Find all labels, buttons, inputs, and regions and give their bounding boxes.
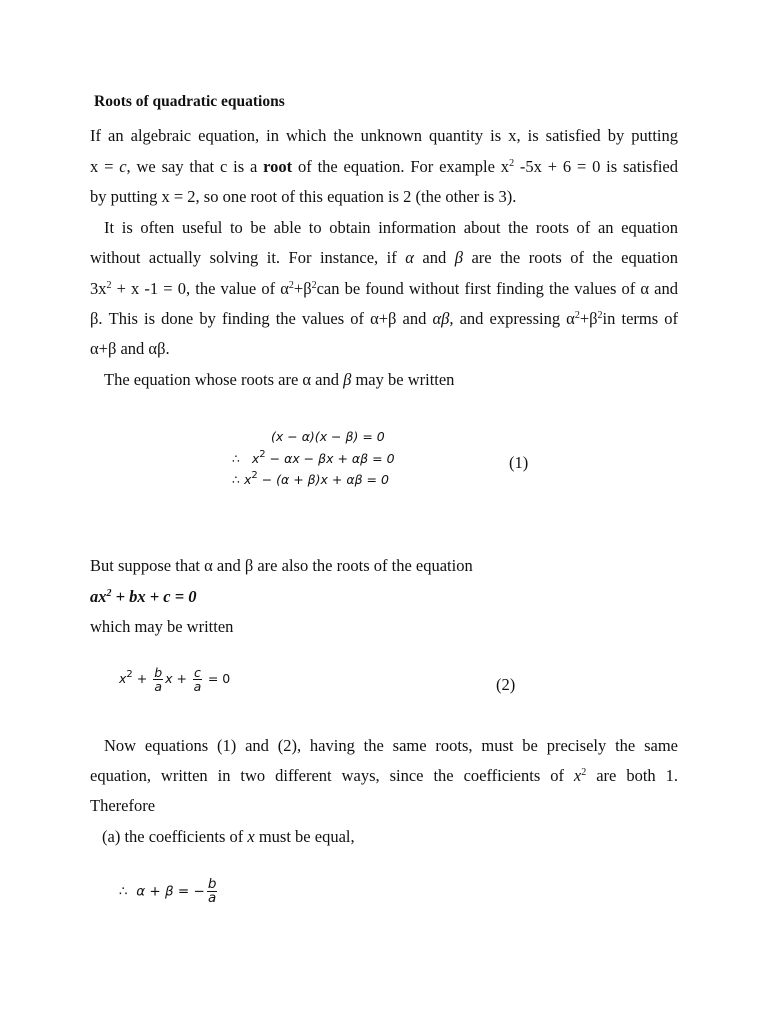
therefore-symbol: ∴ [119,883,128,900]
para4-equation: $ax^2$ + bx + c = 0 [90,587,197,606]
para5-line4: (a) the coefficients of x must be equal, [102,827,355,846]
eq1-line2: ∴ $x^2 - \alpha x - \beta x + \alpha\beta = 0$ [232,449,395,466]
para1-line3: by putting x = 2, so one root of this equation is 2 (the other is 3). [90,187,517,206]
eq2: $x^2$ + $\frac{b}{a}$ x + $\frac{c}{a}$ = 0 [119,665,231,694]
fraction-b-over-a: $\frac{b}{a}$ [154,665,163,694]
therefore-symbol: ∴ [232,451,240,466]
eq1-line3: ∴ $x^2 - (\alpha + \beta)x + \alpha\beta = 0$ [232,470,389,487]
eq1-line1: (x − α)(x − β) = 0 [271,429,385,444]
para2-line5: α+β and αβ. [90,339,170,358]
para1-line1: If an algebraic equation, in which the unknown quantity is x, is satisfied by putting [90,126,678,145]
fraction-c-over-a: $\frac{c}{a}$ [193,665,202,694]
para1-line2: x = c, we say that c is a root of the equation. For example $x^2$ -5x + 6 = 0 is satisfied [90,157,678,176]
para2-line4: β. This is done by finding the values of α+β and αβ, and expressing $\alpha^2+\beta^2in$ terms of [90,309,678,328]
eq3: ∴ α + β = − $\frac{b}{a}$ [119,876,217,906]
para5-line3: Therefore [90,796,156,815]
section-title: Roots of quadratic equations [94,93,285,110]
equation-number-2: (2) [496,675,516,694]
equation-number-1: (1) [509,453,529,472]
para2-line3: $3x^2 + x$ -1 = 0, the value of $\alpha^2+\beta^2can$ be found without first finding the values of α and [90,279,678,298]
para5-line2: equation, written in two different ways, since the coefficients of $x^2$ are both 1. [90,766,678,785]
para4-line3: which may be written [90,617,234,636]
therefore-symbol: ∴ [232,472,240,487]
fraction-b-over-a: $\frac{b}{a}$ [207,876,217,906]
para3-line1: The equation whose roots are α and β may be written [104,370,455,389]
para5-line1: Now equations (1) and (2), having the same roots, must be precisely the same [104,736,678,755]
para2-line2: without actually solving it. For instance, if α and β are the roots of the equation [90,248,678,267]
para2-line1: It is often useful to be able to obtain information about the roots of an equation [104,218,678,237]
para4-line1: But suppose that α and β are also the roots of the equation [90,556,473,575]
